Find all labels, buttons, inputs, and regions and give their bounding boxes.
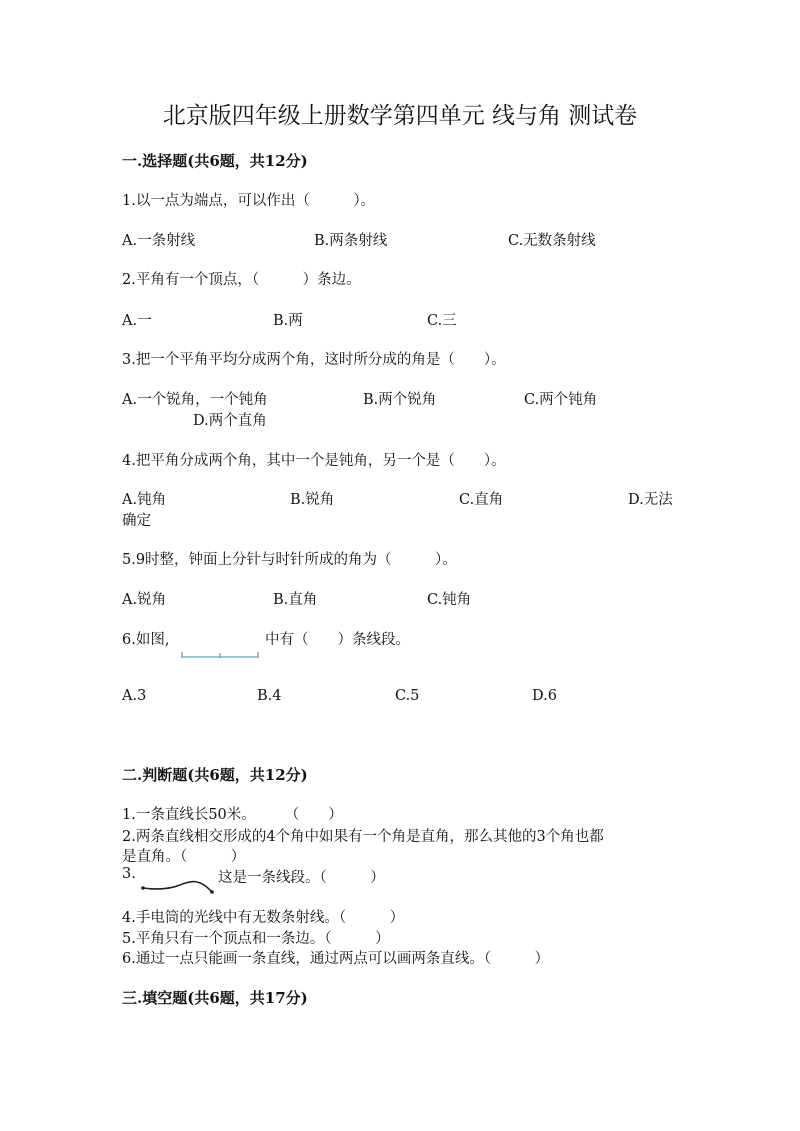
question-5-option-b: B.直角 bbox=[273, 592, 318, 608]
judgement-2-line-1: 2.两条直线相交形成的4个角中如果有一个角是直角，那么其他的3个角也都 bbox=[122, 829, 604, 845]
question-2-option-a: A.一 bbox=[122, 313, 152, 329]
curve-endpoint-right bbox=[210, 890, 214, 894]
curve-endpoint-left bbox=[141, 886, 145, 890]
segment-figure bbox=[180, 650, 262, 664]
question-4-option-d-continued: 确定 bbox=[122, 513, 151, 529]
judgement-3-number: 3. bbox=[122, 866, 136, 882]
question-6-option-a: A.3 bbox=[122, 688, 147, 704]
judgement-1: 1.一条直线长50米。 （ ） bbox=[122, 807, 343, 823]
question-4-option-b: B.锐角 bbox=[290, 492, 335, 508]
question-3-option-d: D.两个直角 bbox=[193, 413, 267, 429]
judgement-5: 5.平角只有一个顶点和一条边。（ ） bbox=[122, 931, 390, 947]
question-3-stem: 3.把一个平角平均分成两个角，这时所分成的角是（ ）。 bbox=[122, 352, 506, 368]
question-1-option-a: A.一条射线 bbox=[122, 233, 196, 249]
question-6-stem-after: 中有（ ）条线段。 bbox=[265, 632, 410, 648]
question-3-option-a: A.一个锐角，一个钝角 bbox=[122, 392, 268, 408]
question-1-option-b: B.两条射线 bbox=[314, 233, 388, 249]
question-6-stem-before: 6.如图, bbox=[122, 632, 170, 648]
question-6-option-d: D.6 bbox=[532, 688, 557, 704]
question-6-option-b: B.4 bbox=[257, 688, 282, 704]
question-4-option-c: C.直角 bbox=[459, 492, 504, 508]
question-5-stem: 5.9时整，钟面上分针与时针所成的角为（ ）。 bbox=[122, 552, 457, 568]
question-3-option-b: B.两个锐角 bbox=[363, 392, 437, 408]
question-4-option-d: D.无法 bbox=[628, 492, 673, 508]
question-1-stem: 1.以一点为端点，可以作出（ ）。 bbox=[122, 193, 376, 209]
section-heading-fill-in: 三.填空题(共6题，共17分) bbox=[122, 989, 308, 1007]
question-2-option-b: B.两 bbox=[273, 313, 303, 329]
question-3-option-c: C.两个钝角 bbox=[524, 392, 598, 408]
question-5-option-c: C.钝角 bbox=[427, 592, 472, 608]
curved-line-figure bbox=[140, 874, 220, 898]
question-5-option-a: A.锐角 bbox=[122, 592, 167, 608]
judgement-3-text: 这是一条线段。（ ） bbox=[218, 870, 385, 886]
judgement-2-line-2: 是直角。（ ） bbox=[122, 849, 246, 865]
page-title: 北京版四年级上册数学第四单元 线与角 测试卷 bbox=[162, 103, 638, 129]
question-6-option-c: C.5 bbox=[395, 688, 420, 704]
section-heading-judgement: 二.判断题(共6题，共12分) bbox=[122, 766, 308, 784]
question-2-stem: 2.平角有一个顶点，（ ）条边。 bbox=[122, 272, 361, 288]
question-4-option-a: A.钝角 bbox=[122, 492, 167, 508]
curved-line bbox=[143, 882, 212, 892]
question-4-stem: 4.把平角分成两个角，其中一个是钝角，另一个是（ ）。 bbox=[122, 453, 506, 469]
judgement-4: 4.手电筒的光线中有无数条射线。（ ） bbox=[122, 910, 405, 926]
section-heading-choice: 一.选择题(共6题，共12分) bbox=[122, 152, 308, 170]
judgement-6: 6.通过一点只能画一条直线，通过两点可以画两条直线。（ ） bbox=[122, 951, 550, 967]
question-2-option-c: C.三 bbox=[427, 313, 457, 329]
question-1-option-c: C.无数条射线 bbox=[508, 233, 596, 249]
